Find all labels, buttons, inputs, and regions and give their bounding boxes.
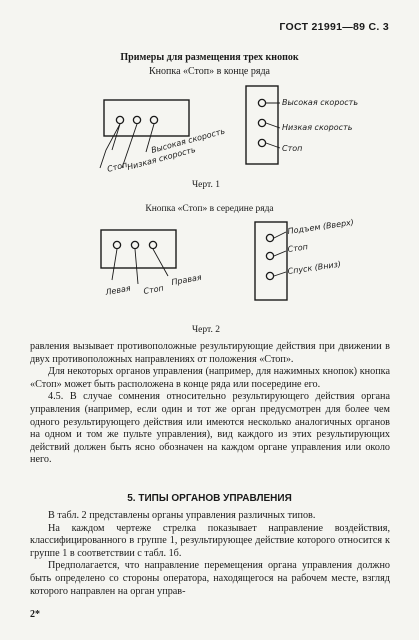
fig2-left-label-1: Стоп [142, 283, 165, 296]
fig1-right-label-2: Стоп [282, 144, 303, 153]
figure1-right-diagram [240, 82, 380, 172]
figure2-left-diagram [96, 222, 236, 302]
figure2-caption: Черт. 2 [192, 325, 220, 335]
body-block-2 [30, 510, 390, 598]
fig2-right-label-1: Стоп [287, 242, 309, 254]
fig2-right-label-0: Подъем (Вверх) [287, 217, 355, 236]
examples-title: Примеры для размещения трех кнопок [120, 52, 299, 63]
page-footer-mark: 2* [30, 609, 40, 620]
fig1-right-label-0: Высокая скорость [282, 98, 359, 107]
fig2-left-label-2: Правая [170, 272, 203, 287]
paragraph-2: Для некоторых органов управления (например, для нажимных кнопок) кнопка «Стоп» может быть расположена в конце ряда или посередине его. [30, 366, 390, 390]
fig1-left-label-2: Высокая скорость [150, 126, 226, 155]
fig1-left-label-0: Стоп [106, 159, 129, 174]
paragraph-1: равления вызывает противоположные результирующие действия при движении в двух противоположных направлениях от положения «Стоп». [30, 341, 390, 365]
figure2-subtitle: Кнопка «Стоп» в середине ряда [145, 204, 274, 214]
figure1-caption: Черт. 1 [192, 180, 220, 190]
fig1-left-label-1: Низкая скорость [126, 145, 197, 172]
body-block-1 [30, 341, 390, 467]
paragraph-4: В табл. 2 представлены органы управления различных типов. [48, 510, 316, 521]
figure2-right-diagram [250, 218, 390, 308]
paragraph-5: На каждом чертеже стрелка показывает направление воздействия, классифицированного в группе 1, результирующее действие которого относится к группе 1 в соответствии с табл. 1б. [30, 522, 390, 559]
fig2-left-label-0: Левая [104, 283, 132, 297]
paragraph-3: 4.5. В случае сомнения относительно результирующего действия органа управления (например, если один и тот же орган предусмотрен для более чем одного результирующего действия или имеются несколько аналогичных органов на одном и том же пульте управления), вид каждого из этих результирующих действий должен быть ясно обозначен на каждом органе управления или около него. [30, 391, 390, 466]
fig2-right-label-2: Спуск (Вниз) [287, 259, 342, 276]
paragraph-6: Предполагается, что направление перемещения органа управления должно быть определено со стороны оператора, находящегося на рабочем месте, взгляд которого направлен на орган управ- [30, 560, 390, 597]
figure1-subtitle: Кнопка «Стоп» в конце ряда [149, 66, 270, 77]
fig1-right-label-1: Низкая скорость [282, 123, 353, 132]
section-heading: 5. ТИПЫ ОРГАНОВ УПРАВЛЕНИЯ [127, 493, 292, 504]
page-header: ГОСТ 21991—89 С. 3 [279, 21, 389, 33]
